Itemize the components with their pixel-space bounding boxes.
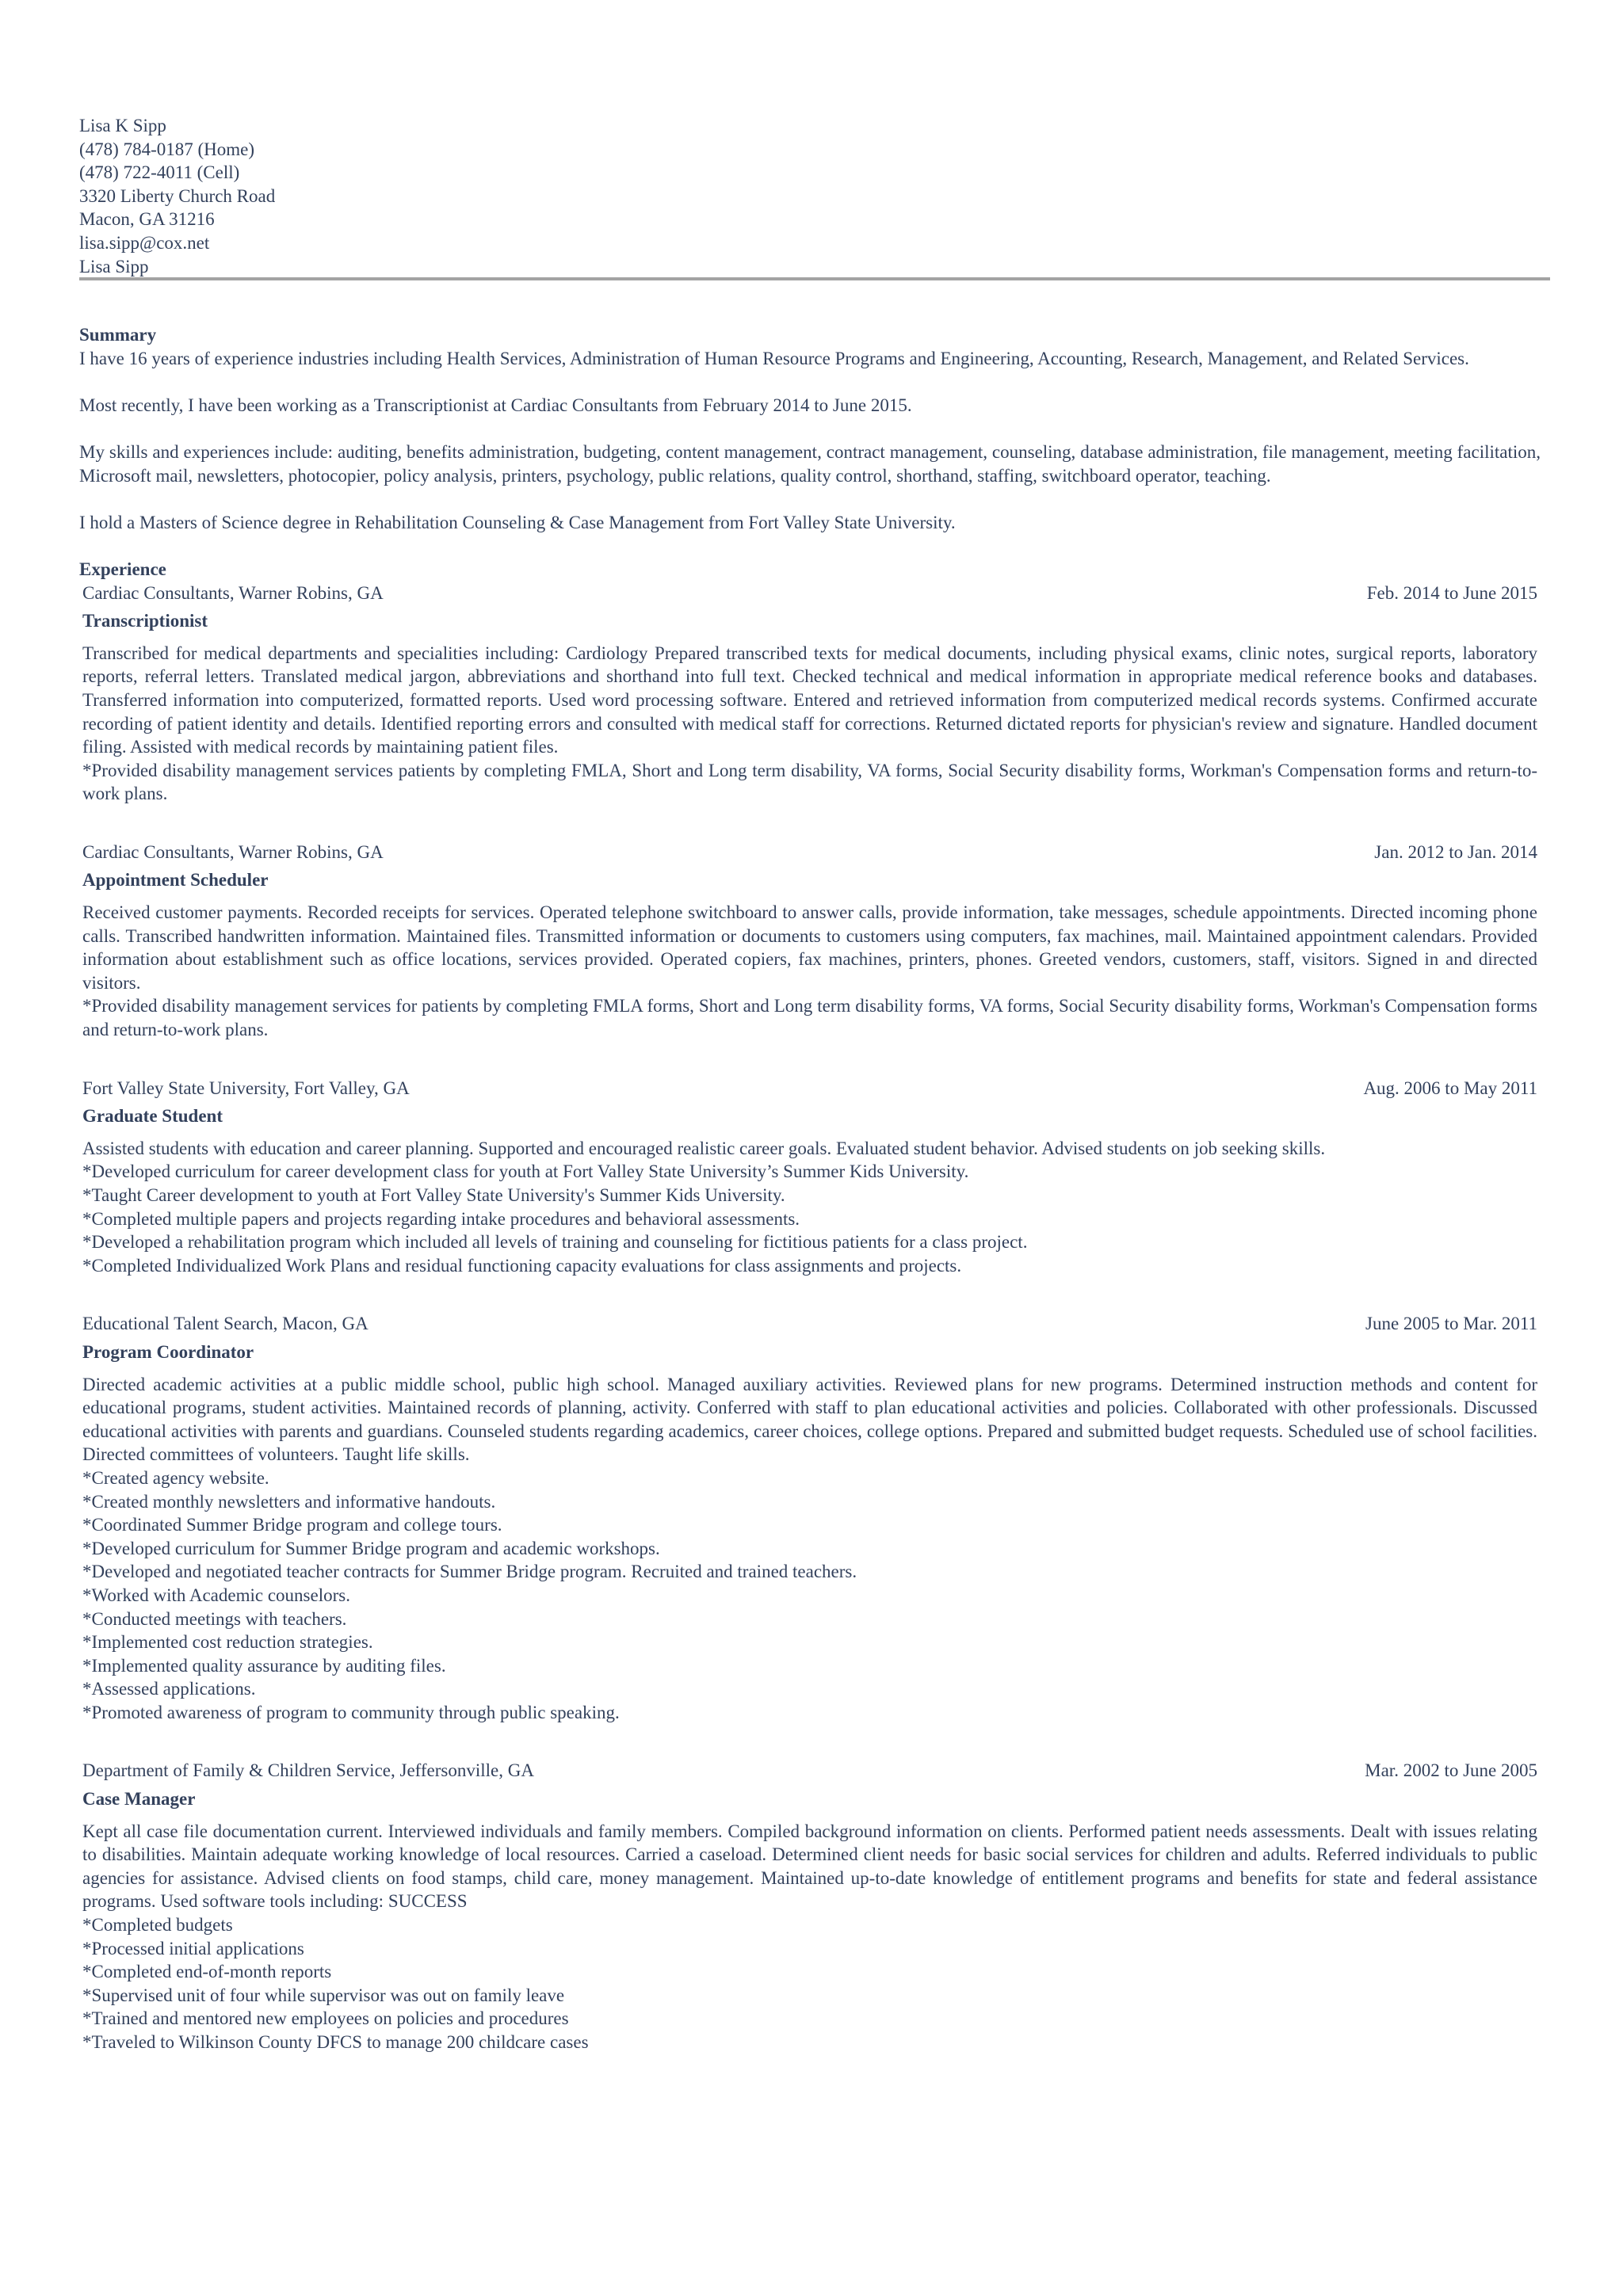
job-bullet: *Completed end-of-month reports [82,1962,332,1982]
job-description: Transcribed for medical departments and specialities including: Cardiology Prepared transcribed texts for medical documents, including physical exams, clinic notes, surgical reports, laboratory reports, referral letters. Translated medical jargon, abbreviations and shorthand into full text. Checked technical and medical information in appropriate medical reference books and databases. Transferred information into computerized, formatted reports. Used word processing software. Entered and retrieved information from computerized medical records systems. Confirmed accurate recording of patient identity and details. Identified reporting errors and consulted with medical staff for corrections. Returned dictated reports for physician's review and signature. Handled document filing. Assisted with medical records by maintaining patient files. [82,643,1537,757]
job-bullet: *Completed multiple papers and projects regarding intake procedures and behavioral assessments. [82,1208,800,1229]
job-bullet: *Assessed applications. [82,1679,256,1699]
job-bullet: *Completed budgets [82,1915,233,1936]
job-bullet: *Created agency website. [82,1467,269,1488]
job-title: Program Coordinator [82,1341,254,1362]
header-divider [79,277,1550,280]
job-entry [82,1759,1537,2054]
job-bullet: *Promoted awareness of program to community through public speaking. [82,1702,620,1722]
resume-body [79,323,1541,2089]
job-bullet: *Taught Career development to youth at Fort Valley State University's Summer Kids University. [82,1185,785,1205]
job-bullet: *Traveled to Wilkinson County DFCS to manage 200 childcare cases [82,2032,589,2052]
job-bullets [82,1466,1537,1725]
job-bullet: *Trained and mentored new employees on policies and procedures [82,2008,569,2029]
job-bullet: *Implemented cost reduction strategies. [82,1632,373,1653]
job-employer: Cardiac Consultants, Warner Robins, GA [82,582,384,603]
job-bullet: *Supervised unit of four while supervisor was out on family leave [82,1985,565,2005]
job-bullet: *Implemented quality assurance by auditing files. [82,1655,446,1676]
job-header [82,1077,1537,1100]
job-title: Case Manager [82,1789,196,1810]
contact-block [79,114,275,278]
job-entry [82,582,1537,806]
job-bullets [82,1913,1537,2054]
experience-list [79,582,1537,2054]
job-header [82,1759,1537,1783]
contact-cell-phone: (478) 722-4011 (Cell) [79,162,240,183]
summary-paragraph-skills: My skills and experiences include: auditing, benefits administration, budgeting, content management, contract management, counseling, database administration, file management, meeting facilitation, Microsoft mail, newsletters, photocopier, policy analysis, printers, psychology, public relations, quality control, shorthand, staffing, switchboard operator, teaching. [79,441,1541,486]
job-bullet: *Developed and negotiated teacher contracts for Summer Bridge program. Recruited and trained teachers. [82,1562,857,1582]
summary-paragraph-recent: Most recently, I have been working as a Transcriptionist at Cardiac Consultants from February 2014 to June 2015. [79,395,912,415]
job-entry [82,1077,1537,1278]
job-employer: Fort Valley State University, Fort Valley, GA [82,1077,410,1098]
job-dates: Mar. 2002 to June 2005 [1365,1760,1537,1781]
job-header [82,841,1537,864]
job-description: Kept all case file documentation current. Interviewed individuals and family members. Compiled background information on clients. Performed patient needs assessments. Dealt with issues relating to disabilities. Maintain adequate working knowledge of local resources. Carried a caseload. Determined client needs for basic social services for children and adults. Referred individuals to public agencies for assistance. Advised clients on food stamps, child care, money management. Maintained up-to-date knowledge of entitlement programs and benefits for state and federal assistance programs. Used software tools including: SUCCESS [82,1821,1537,1912]
job-dates: Aug. 2006 to May 2011 [1363,1077,1537,1098]
job-bullet: *Processed initial applications [82,1938,304,1958]
job-bullet: *Provided disability management services for patients by completing FMLA forms, Short and Long term disability forms, VA forms, Social Security disability forms, Workman's Compensation forms and return-to-work plans. [82,996,1537,1040]
job-bullet: *Provided disability management services patients by completing FMLA, Short and Long term disability, VA forms, Social Security disability forms, Workman's Compensation forms and return-to-work plans. [82,760,1537,804]
summary-paragraph-education: I hold a Masters of Science degree in Rehabilitation Counseling & Case Management from Fort Valley State University. [79,512,956,532]
contact-home-phone: (478) 784-0187 (Home) [79,139,255,159]
job-title: Appointment Scheduler [82,870,269,891]
job-bullet: *Created monthly newsletters and informative handouts. [82,1491,496,1512]
job-employer: Cardiac Consultants, Warner Robins, GA [82,841,384,862]
job-entry [82,841,1537,1042]
job-dates: June 2005 to Mar. 2011 [1365,1314,1537,1334]
job-bullets [82,1160,1537,1277]
job-employer: Educational Talent Search, Macon, GA [82,1314,369,1334]
job-bullets [82,994,1537,1041]
job-bullet: *Worked with Academic counselors. [82,1585,350,1605]
job-description: Directed academic activities at a public middle school, public high school. Managed auxiliary activities. Reviewed plans for new programs. Determined instruction methods and content for educational programs, student activities. Maintained records of planning, activity. Conferred with staff to plan educational activities and policies. Collaborated with other professionals. Discussed educational activities with parents and guardians. Counseled students regarding academics, career choices, college options. Prepared and submitted budget requests. Scheduled use of school facilities. Directed committees of volunteers. Taught life skills. [82,1374,1537,1465]
contact-email: lisa.sipp@cox.net [79,232,210,253]
contact-name: Lisa K Sipp [79,116,166,135]
job-employer: Department of Family & Children Service, Jeffersonville, GA [82,1760,534,1781]
job-title: Transcriptionist [82,611,208,631]
job-entry [82,1312,1537,1724]
summary-paragraph-experience: I have 16 years of experience industries including Health Services, Administration of Human Resource Programs and Engineering, Accounting, Research, Management, and Related Services. [79,348,1469,368]
contact-street: 3320 Liberty Church Road [79,185,276,206]
contact-city: Macon, GA 31216 [79,209,215,230]
contact-display-name: Lisa Sipp [79,256,149,277]
job-bullets [82,759,1537,806]
job-bullet: *Developed curriculum for Summer Bridge program and academic workshops. [82,1538,660,1558]
job-dates: Jan. 2012 to Jan. 2014 [1374,841,1537,862]
job-title: Graduate Student [82,1106,223,1127]
experience-heading: Experience [79,559,166,579]
job-header [82,582,1537,605]
job-dates: Feb. 2014 to June 2015 [1366,582,1537,603]
job-bullet: *Completed Individualized Work Plans and residual functioning capacity evaluations for class assignments and projects. [82,1255,962,1276]
job-bullet: *Developed a rehabilitation program which included all levels of training and counseling for fictitious patients for a class project. [82,1232,1028,1253]
job-bullet: *Coordinated Summer Bridge program and college tours. [82,1515,502,1535]
job-bullet: *Conducted meetings with teachers. [82,1608,347,1629]
job-description: Received customer payments. Recorded receipts for services. Operated telephone switchboard to answer calls, provide information, take messages, schedule appointments. Directed incoming phone calls. Transcribed handwritten information. Maintained files. Transmitted information or documents to customers using computers, fax machines, mail. Maintained appointment calendars. Provided information about establishment such as office locations, services provided. Operated copiers, fax machines, printers, phones. Greeted vendors, customers, staff, visitors. Signed in and directed visitors. [82,902,1537,993]
summary-heading: Summary [79,325,157,345]
job-bullet: *Developed curriculum for career development class for youth at Fort Valley State University’s Summer Kids University. [82,1161,969,1182]
job-header [82,1312,1537,1336]
job-description: Assisted students with education and career planning. Supported and encouraged realistic career goals. Evaluated student behavior. Advised students on job seeking skills. [82,1138,1326,1158]
